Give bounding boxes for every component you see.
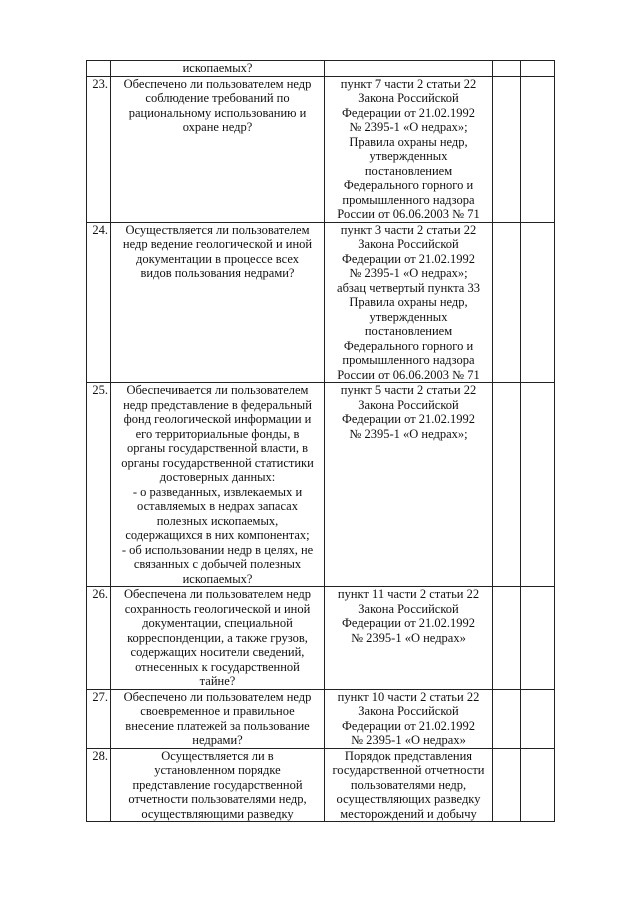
question-line: его территориальные фонды, в [135, 426, 300, 441]
question-line: Обеспечено ли пользователем недр [123, 76, 312, 91]
item-number: 24. [87, 222, 111, 383]
question-line: внесение платежей за пользование [125, 718, 310, 733]
empty-cell [493, 748, 521, 822]
question-line: отчетности пользователями недр, [128, 792, 307, 806]
reference-line: пункт 11 части 2 статьи 22 [337, 587, 480, 601]
reference-line: Федерации от 21.02.1992 [341, 251, 476, 266]
question-line: рациональному использованию и [128, 105, 307, 120]
item-number: 23. [87, 76, 111, 222]
empty-cell [493, 689, 521, 748]
empty-cell [521, 689, 555, 748]
question-cell [111, 689, 325, 748]
table-row [87, 222, 555, 383]
question-line: недр ведение геологической и иной [122, 237, 313, 251]
table-row [87, 689, 555, 748]
question-line: осуществляющими разведку [141, 806, 294, 821]
table-row [87, 587, 555, 690]
empty-cell [493, 222, 521, 383]
reference-line: пункт 7 части 2 статьи 22 [340, 76, 477, 91]
reference-line: абзац четвертый пункта 33 [337, 280, 480, 295]
reference-line: Федерации от 21.02.1992 [341, 616, 476, 630]
checklist-table [86, 60, 555, 822]
question-line: корреспонденции, а также грузов, [127, 630, 308, 645]
reference-cell [325, 383, 493, 587]
question-line: тайне? [199, 674, 236, 688]
reference-cell [325, 222, 493, 383]
question-line: представление государственной [132, 777, 303, 792]
reference-line: № 2395-1 «О недрах»; [349, 426, 468, 441]
document-page [86, 60, 554, 822]
reference-line: осуществляющих разведку [336, 792, 481, 806]
reference-line: государственной отчетности [332, 763, 485, 777]
question-line: органы государственной власти, в [127, 441, 308, 455]
reference-cell [325, 689, 493, 748]
question-line: отнесенных к государственной [135, 659, 300, 674]
question-line: - об использовании недр в целях, не [121, 542, 314, 557]
question-line: недрами? [192, 733, 243, 747]
question-line: Осуществляется ли пользователем [125, 222, 310, 237]
empty-cell [493, 61, 521, 77]
question-line: достоверных данных: [159, 470, 276, 484]
checklist-rows [87, 61, 555, 822]
question-line: видов пользования недрами? [140, 266, 295, 280]
question-cell [111, 587, 325, 690]
reference-line: месторождений и добычу [340, 806, 477, 821]
question-line: своевременное и правильное [140, 704, 295, 718]
question-line: соблюдение требований по [145, 91, 290, 105]
reference-cell [325, 587, 493, 690]
reference-line: Порядок представления [344, 748, 473, 763]
question-line: - о разведанных, извлекаемых и [132, 484, 303, 499]
question-line: ископаемых? [182, 571, 253, 586]
item-number: 27. [87, 689, 111, 748]
question-line: связанных с добычей полезных [133, 557, 302, 571]
reference-line: Федерации от 21.02.1992 [341, 718, 476, 733]
reference-line: России от 06.06.2003 № 71 [337, 367, 480, 382]
reference-line: Федерального горного и [343, 338, 474, 353]
table-row [87, 748, 555, 822]
reference-line: № 2395-1 «О недрах»; [349, 266, 468, 280]
question-line: установленном порядке [154, 763, 281, 777]
item-number [87, 61, 111, 77]
reference-line: постановлением [364, 163, 453, 178]
reference-line: № 2395-1 «О недрах»; [349, 120, 468, 134]
question-line: охране недр? [182, 120, 253, 134]
reference-line: утвержденных [369, 149, 448, 163]
item-number: 25. [87, 383, 111, 587]
question-line: Обеспечена ли пользователем недр [123, 587, 312, 601]
question-line: содержащих носители сведений, [130, 645, 305, 659]
reference-line: Закона Российской [358, 601, 459, 616]
question-line: ископаемых? [182, 61, 253, 75]
reference-line: Федерации от 21.02.1992 [341, 412, 476, 426]
empty-cell [521, 76, 555, 222]
reference-line: промышленного надзора [342, 192, 475, 207]
reference-line: пункт 5 части 2 статьи 22 [340, 383, 477, 397]
reference-cell [325, 61, 493, 77]
reference-line: № 2395-1 «О недрах» [351, 630, 466, 645]
question-cell [111, 61, 325, 77]
reference-line: постановлением [364, 324, 453, 338]
reference-line: пользователями недр, [350, 777, 467, 792]
empty-cell [521, 61, 555, 77]
question-line: недр представление в федеральный [123, 397, 312, 412]
reference-line: Федерального горного и [343, 178, 474, 192]
reference-line: Закона Российской [358, 704, 459, 718]
reference-line: Федерации от 21.02.1992 [341, 105, 476, 120]
reference-line: Закона Российской [358, 397, 459, 412]
reference-line: № 2395-1 «О недрах» [351, 733, 466, 747]
question-line: Обеспечивается ли пользователем [126, 383, 309, 397]
table-row [87, 383, 555, 587]
empty-cell [521, 383, 555, 587]
question-line: документации в процессе всех [136, 251, 299, 266]
reference-line: промышленного надзора [342, 353, 475, 367]
question-line: Осуществляется ли в [161, 748, 274, 763]
question-line: оставляемых в недрах запасах [137, 499, 298, 513]
empty-cell [493, 587, 521, 690]
question-line: полезных ископаемых, [156, 513, 279, 528]
question-line: Обеспечено ли пользователем недр [123, 689, 312, 704]
reference-cell [325, 76, 493, 222]
reference-line: утвержденных [369, 309, 448, 324]
reference-line: Закона Российской [358, 91, 459, 105]
item-number: 28. [87, 748, 111, 822]
empty-cell [521, 748, 555, 822]
empty-cell [521, 222, 555, 383]
reference-line: Закона Российской [358, 237, 459, 251]
empty-cell [493, 383, 521, 587]
reference-cell [325, 748, 493, 822]
empty-cell [493, 76, 521, 222]
reference-line: России от 06.06.2003 № 71 [337, 207, 480, 221]
question-cell [111, 222, 325, 383]
empty-cell [521, 587, 555, 690]
table-row [87, 76, 555, 222]
question-cell [111, 383, 325, 587]
question-line: органы государственной статистики [121, 455, 314, 470]
question-cell [111, 76, 325, 222]
question-line: документации, специальной [142, 616, 293, 630]
table-row [87, 61, 555, 77]
reference-line: Правила охраны недр, [349, 134, 468, 149]
question-line: фонд геологической информации и [123, 412, 312, 426]
reference-line: Правила охраны недр, [349, 295, 468, 309]
reference-line: пункт 3 части 2 статьи 22 [340, 222, 477, 237]
question-cell [111, 748, 325, 822]
reference-line: пункт 10 части 2 статьи 22 [337, 689, 480, 704]
item-number: 26. [87, 587, 111, 690]
question-line: сохранность геологической и иной [124, 601, 311, 616]
question-line: содержащихся в них компонентах; [125, 528, 310, 542]
